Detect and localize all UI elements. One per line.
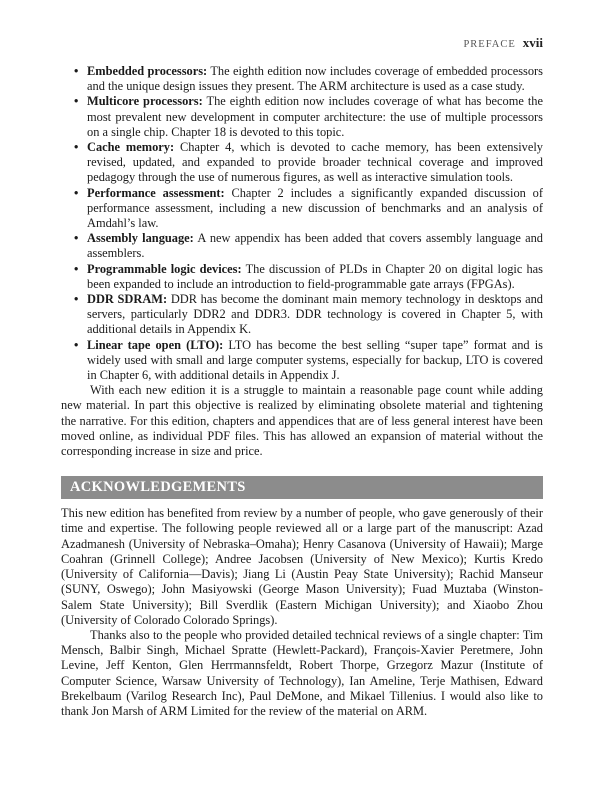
bullet-term: Assembly language: [87,231,194,246]
bullet-icon: • [74,64,79,78]
bullet-icon: • [74,140,79,155]
running-head [61,34,543,52]
bullet-item [74,140,543,186]
bullet-item [74,337,543,384]
bullet-term: DDR SDRAM: [87,292,168,307]
bullet-icon: • [74,337,79,352]
bullet-text: Chapter 2 includes a significantly expanded discussion of performance assessment, including a new discussion of benchmarks and an analysis of Amdahl’s law. [87,185,544,231]
bullet-text: The eighth edition now includes coverage of what has become the most prevalent new development in computer architecture: the use of multiple processors on a single chip. Chapter 18 is devoted to this topic. [87,94,543,139]
bullet-text: Chapter 4, which is devoted to cache memory, has been extensively revised, updated, and expanded to provide broader technical coverage and improved pedagogy through the use of numerous figures, as well as interactive simulation tools. [87,140,543,185]
bullet-item [74,185,544,232]
bullet-text: The eighth edition now includes coverage of embedded processors and the unique design issues they present. The ARM architecture is used as a case study. [87,64,543,94]
running-head-label: PREFACE [463,39,516,50]
bullet-icon: • [74,231,79,246]
bullet-icon: • [74,261,79,276]
bullet-text: A new appendix has been added that covers assembly language and assemblers. [87,231,543,261]
book-page [61,34,543,719]
bullet-item [74,64,543,94]
bullet-term: Programmable logic devices: [87,261,242,276]
bullet-text: LTO has become the best selling “super tape” format and is widely used with small and large computer systems, especially for backup, LTO is covered in Chapter 6, with additional details in Appendix J. [87,337,543,383]
bullet-term: Multicore processors: [87,94,203,109]
bullet-term: Embedded processors: [87,64,208,78]
bullet-term: Performance assessment: [87,185,225,200]
bullet-icon: • [74,94,79,109]
bullet-item [74,261,543,292]
reviewers-paragraph: This new edition has benefited from review by a number of people, who gave generously of their time and expertise. The following people reviewed all or a large part of the manuscript: Azad Azadmanesh (University of Nebraska–Omaha); Henry Casanova (University of Hawaii); Marge Coahran (Grinnell College); Andree Jacobsen (University of New Mexico); Kurtis Kredo (University of California—Davis); Jiang Li (Austin Peay State University); Rachid Manseur (SUNY, Oswego); John Masiyowski (George Mason University); Fuad Muztaba (Winston-Salem State University); Bill Sverdlik (Eastern Michigan University); and Xiaobo Zhou (University of Colorado Colorado Springs). [61,506,543,627]
bullet-icon: • [74,185,79,200]
page-number: xvii [522,35,543,50]
bullet-term: Cache memory: [87,140,175,155]
bullet-term: Linear tape open (LTO): [87,337,224,352]
bullet-item [74,94,543,140]
edition-paragraph: With each new edition it is a struggle to maintain a reasonable page count while adding new material. In part this objective is realized by eliminating obsolete material and tightening the narrative. For this edition, chapters and appendices that are of less general interest have been moved online, as individual PDF files. This has allowed an expansion of material without the corresponding increase in size and price. [61,383,543,459]
thanks-paragraph: Thanks also to the people who provided detailed technical reviews of a single chapter: Tim Mensch, Balbir Singh, Michael Spratte (Hewlett-Packard), François-Xavier Peretmere, John Levine, Jeff Kenton, Glen Herrmannsfeldt, Robert Thorpe, Grzegorz Mazur (Institute of Computer Science, Warsaw University of Technology), Ian Ameline, Terje Mathisen, Edward Brekelbaum (Varilog Research Inc), Paul DeMone, and Mikael Tillenius. I would also like to thank Jon Marsh of ARM Limited for the review of the material on ARM. [61,627,543,718]
bullet-item [74,231,543,261]
bullet-text: DDR has become the dominant main memory technology in desktops and servers, particularly DDR2 and DDR3. DDR technology is covered in Chapter 5, with additional details in Appendix K. [87,292,543,337]
new-features-list [61,64,543,383]
acknowledgements-heading: ACKNOWLEDGEMENTS [61,476,543,499]
bullet-item [74,292,543,338]
bullet-icon: • [74,292,79,307]
bullet-text: The discussion of PLDs in Chapter 20 on digital logic has been expanded to include an introduction to field-programmable gate arrays (FPGAs). [87,261,543,291]
